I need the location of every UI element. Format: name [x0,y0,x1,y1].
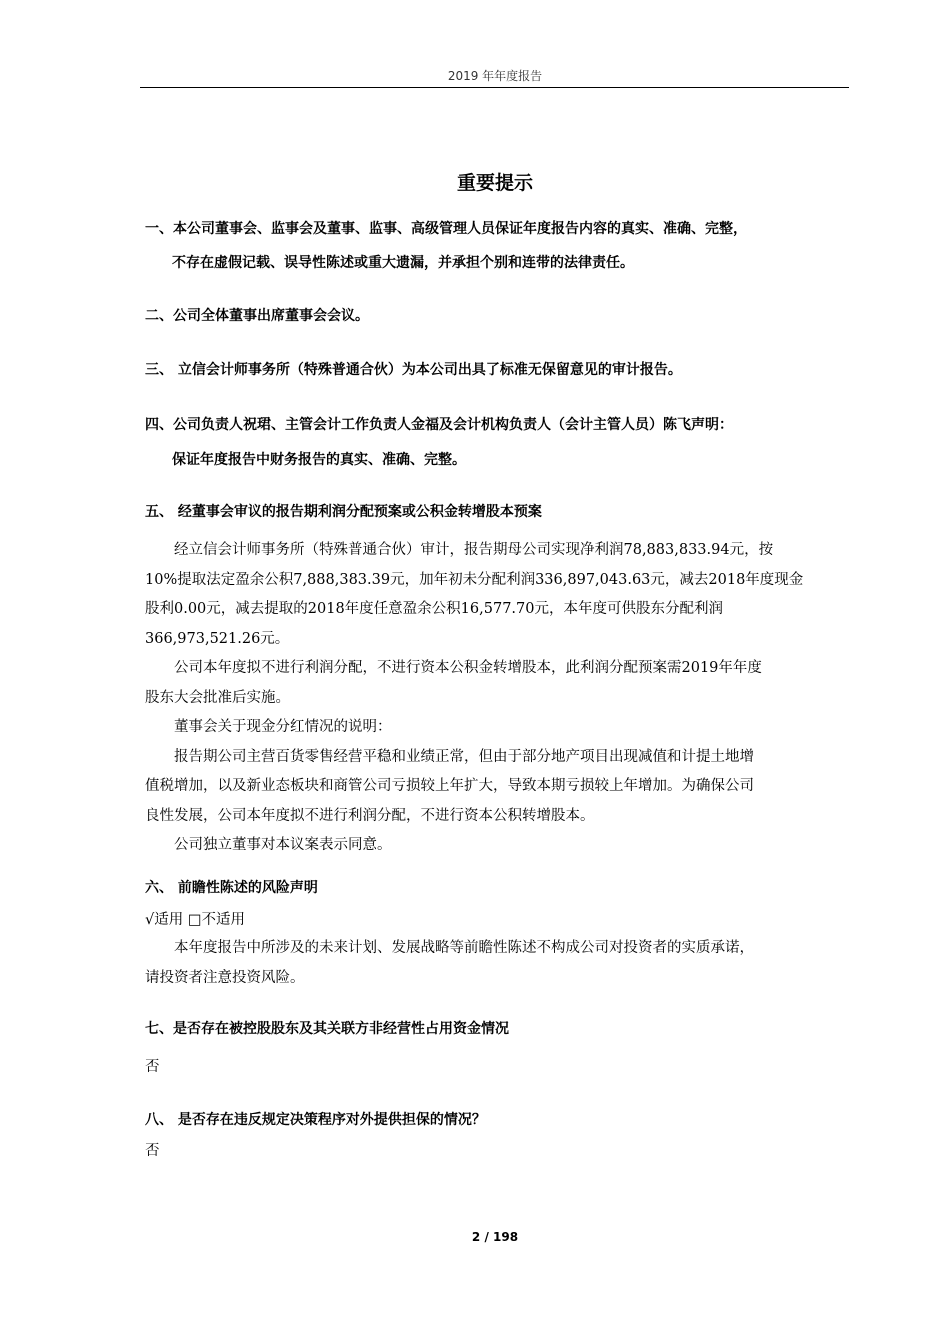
section-1-line-1: 一、本公司董事会、监事会及董事、监事、高级管理人员保证年度报告内容的真实、准确、完整， [145,221,747,237]
section-6-p-line-1: 本年度报告中所涉及的未来计划、发展战略等前瞻性陈述不构成公司对投资者的实质承诺， [174,940,754,956]
section-8-answer: 否 [145,1143,160,1159]
page-header-title: 2019 年年度报告 [447,69,543,83]
section-4-line-2: 保证年度报告中财务报告的真实、准确、完整。 [172,452,466,468]
page-number: 2 / 198 [471,1230,519,1244]
section-6-heading: 六、 前瞻性陈述的风险声明 [145,880,318,896]
section-8-heading: 八、 是否存在违反规定决策程序对外提供担保的情况？ [145,1112,486,1128]
section-5-p3: 董事会关于现金分红情况的说明： [174,719,392,735]
section-5-p1-line-1: 经立信会计师事务所（特殊普通合伙）审计，报告期母公司实现净利润78,883,833.94元，按 [174,542,774,558]
page-title: 重要提示 [456,172,533,194]
section-5-p2-line-1: 公司本年度拟不进行利润分配，不进行资本公积金转增股本，此利润分配预案需2019年年度 [174,660,762,676]
section-5-p4-line-1: 报告期公司主营百货零售经营平稳和业绩正常，但由于部分地产项目出现减值和计提土地增 [174,748,754,765]
section-7-answer: 否 [145,1059,160,1075]
section-1-line-2: 不存在虚假记载、误导性陈述或重大遗漏，并承担个别和连带的法律责任。 [172,255,634,271]
section-2-text: 二、公司全体董事出席董事会会议。 [145,308,369,324]
section-5-p5: 公司独立董事对本议案表示同意。 [174,837,392,853]
section-6-body [145,934,857,993]
section-5-p1-line-3: 股利0.00元，减去提取的2018年度任意盈余公积16,577.70元，本年度可供股东分配利润 [145,601,723,617]
section-4-line-1: 四、公司负责人祝珺、主管会计工作负责人金福及会计机构负责人（会计主管人员）陈飞声明： [145,417,733,433]
section-6-p-line-2: 请投资者注意投资风险。 [145,969,305,986]
section-7-heading: 七、是否存在被控股股东及其关联方非经营性占用资金情况 [145,1021,509,1037]
header-divider [140,87,849,88]
section-3-text: 三、 立信会计师事务所（特殊普通合伙）为本公司出具了标准无保留意见的审计报告。 [145,362,682,378]
section-5-p1-line-2: 10%提取法定盈余公积7,888,383.39元，加年初未分配利润336,897,043.63元，减去2018年度现金 [145,571,804,588]
section-5-p4-line-2: 值税增加，以及新业态板块和商管公司亏损较上年扩大，导致本期亏损较上年增加。为确保公司 [145,778,754,794]
section-5-p2-line-2: 股东大会批准后实施。 [145,689,290,706]
section-5-p4-line-3: 良性发展，公司本年度拟不进行利润分配，不进行资本公积转增股本。 [145,807,595,824]
section-5-p1-line-4: 366,973,521.26元。 [145,630,290,647]
section-5-body [145,536,857,861]
section-5-heading: 五、 经董事会审议的报告期利润分配预案或公积金转增股本预案 [145,504,542,520]
applicability-checkbox-line: √适用 □不适用 [145,912,246,928]
